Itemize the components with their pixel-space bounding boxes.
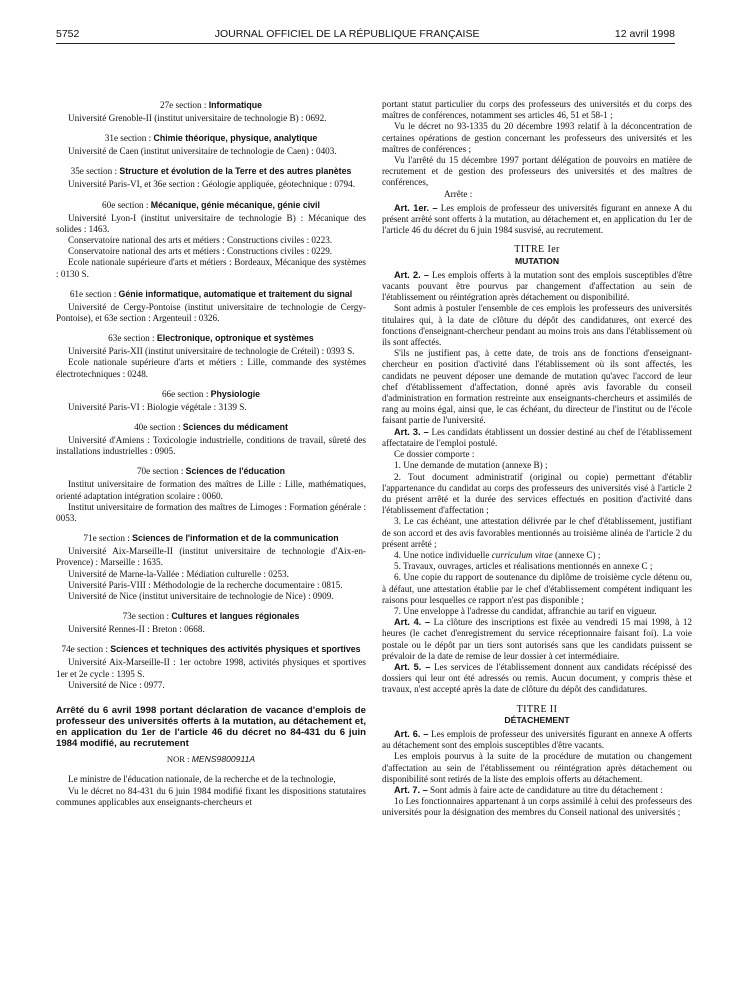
section-number: 35e section : xyxy=(70,166,118,177)
titre-2-heading: TITRE II xyxy=(516,703,558,715)
list-item-text: (annexe C) ; xyxy=(555,549,601,560)
right-column xyxy=(382,99,692,819)
paragraph: Le ministre de l'éducation nationale, de la recherche et de la technologie, xyxy=(68,774,336,785)
section-title: Sciences de l'information et de la communication xyxy=(132,533,339,544)
article-text: Les emplois offerts à la mutation sont des emplois susceptibles d'être vacants pouvant être pourvus par changement d'affectation au sein de l'établissement ou réintégration après détachement ou disponibilité. xyxy=(382,269,692,303)
list-item: 1. Une demande de mutation (annexe B) ; xyxy=(394,460,548,471)
issue-date: 12 avril 1998 xyxy=(614,28,675,40)
decree-title: Arrêté du 6 avril 1998 portant déclaration de vacance d'emplois de professeur des universités offerts à la mutation, au détachement et, en application du 1er de l'article 46 du décret no 84-431 du 6 juin 1984 modifié, au recrutement xyxy=(56,705,366,750)
section-heading xyxy=(56,611,366,622)
paragraph: Vu l'arrêté du 15 décembre 1997 portant délégation de pouvoirs en matière de recrutement et de gestion des professeurs des universités et des maîtres de conférences, xyxy=(382,155,692,188)
section-title: Chimie théorique, physique, analytique xyxy=(153,133,318,144)
nor-label: NOR : xyxy=(166,754,190,765)
paragraph: Institut universitaire de formation des maîtres de Lille : Lille, mathématiques, orienté adaptation intégration scolaire : 0060. xyxy=(56,479,366,501)
section-number: 70e section : xyxy=(136,466,184,477)
article-label: Art. 6. – xyxy=(394,728,429,739)
section-heading xyxy=(56,100,366,111)
section-heading xyxy=(56,133,366,144)
section-title: Physiologie xyxy=(210,388,261,399)
article-text: La clôture des inscriptions est fixée au vendredi 15 mai 1998, à 12 heures (le cachet d'enregistrement du service réceptionnaire faisant foi). La voie postale ou le dépôt par un tiers sont autorisés sans que les candidats puissent se prévaloir de la date de remise de leur dossier à cet intermédiaire. xyxy=(382,617,693,661)
article-3 xyxy=(382,427,692,449)
paragraph: Ce dossier comporte : xyxy=(394,449,475,460)
paragraph: Université de Marne-la-Vallée : Médiation culturelle : 0253. xyxy=(68,568,289,579)
paragraph: Université Aix-Marseille-II : 1er octobre 1998, activités physiques et sportives 1er et 2e cycle : 1395 S. xyxy=(56,657,366,679)
section-heading xyxy=(56,166,366,177)
section-title: Génie informatique, automatique et traitement du signal xyxy=(118,288,353,299)
article-text: Les candidats établissent un dossier destiné au chef de l'établissement affectataire de l'emploi postulé. xyxy=(382,426,692,448)
section-number: 61e section : xyxy=(69,288,117,299)
list-item: 6. Une copie du rapport de soutenance du diplôme de troisième cycle détenu ou, à défaut, une attestation établie par le chef d'établissement compétent indiquant les raisons pour lesquelles ce rapport n'est pas disponible ; xyxy=(382,572,692,605)
paragraph: Vu le décret no 93-1335 du 20 décembre 1993 relatif à la déconcentration de certaines opérations de gestion concernant les professeurs des universités et les maîtres de conférences ; xyxy=(382,121,692,154)
section-title: Cultures et langues régionales xyxy=(171,611,300,622)
section-heading xyxy=(56,533,366,544)
article-2 xyxy=(382,270,692,304)
paragraph: Université Aix-Marseille-II (institut universitaire de technologie d'Aix-en-Provence) : Marseille : 1635. xyxy=(56,546,366,568)
paragraph: Université d'Amiens : Toxicologie industrielle, conditions de travail, sûreté des installations industrielles : 0905. xyxy=(56,435,366,457)
article-label: Art. 3. – xyxy=(394,426,429,437)
section-heading xyxy=(56,333,366,344)
article-text: Les emplois de professeur des universités figurant en annexe A offerts au détachement sont des emplois susceptibles d'être vacants. xyxy=(382,728,692,751)
article-text: Les services de l'établissement donnent aux candidats récépissé des dossiers qui leur ont été adressés ou remis. Aucun document, y compris thèse et travaux, n'est accepté après la date de clôture du dépôt des candidatures. xyxy=(382,661,693,695)
section-title: Sciences et techniques des activités physiques et sportives xyxy=(110,644,361,655)
section-number: 40e section : xyxy=(134,422,181,433)
article-text: Les emplois de professeur des universités figurant en annexe A du présent arrêté sont offerts à la mutation, au détachement et, en application du 1er de l'article 46 du décret du 6 juin 1984 susvisé, au recrutement. xyxy=(382,202,692,236)
page-number: 5752 xyxy=(56,28,80,40)
section-title: Sciences du médicament xyxy=(182,422,288,433)
list-item: 5. Travaux, ouvrages, articles et réalisations mentionnés en annexe C ; xyxy=(394,561,653,572)
article-1 xyxy=(382,203,692,237)
page-header xyxy=(56,28,675,44)
paragraph: Université Grenoble-II (institut universitaire de technologie B) : 0692. xyxy=(68,113,327,123)
section-heading xyxy=(56,289,366,300)
nor-reference xyxy=(56,754,366,765)
section-heading xyxy=(56,422,366,433)
article-label: Art. 4. – xyxy=(394,617,431,628)
paragraph: Université de Caen (institut universitaire de technologie de Caen) : 0403. xyxy=(68,146,337,157)
section-heading xyxy=(56,389,366,400)
article-label: Art. 1er. – xyxy=(394,202,438,213)
list-item: 3. Le cas échéant, une attestation délivrée par le chef d'établissement, justifiant de son accord et des avis favorables mentionnés au troisième alinéa de l'article 2 du présent arrêté ; xyxy=(382,516,692,549)
section-heading xyxy=(56,466,366,477)
paragraph: Université de Nice : 0977. xyxy=(68,679,165,690)
article-label: Art. 2. – xyxy=(394,269,429,280)
paragraph: Sont admis à postuler l'ensemble de ces emplois les professeurs des universités titulaires qui, à la date de clôture du dépôt des candidatures, ont exercé des fonctions d'enseignant-chercheur pendant au moins trois ans dans l'établissement où ils sont affectés. xyxy=(382,303,692,348)
paragraph: Institut universitaire de formation des maîtres de Limoges : Formation générale : 0053. xyxy=(56,501,366,524)
section-heading xyxy=(56,644,366,655)
section-number: 31e section : xyxy=(104,133,152,144)
article-text: Sont admis à faire acte de candidature au titre du détachement : xyxy=(430,784,663,795)
paragraph: Conservatoire national des arts et métiers : Constructions civiles : 0229. xyxy=(68,246,333,257)
section-number: 73e section : xyxy=(122,611,170,622)
titre-2-subheading: DÉTACHEMENT xyxy=(504,714,570,725)
article-6 xyxy=(382,729,692,751)
section-number: 27e section : xyxy=(159,100,207,110)
paragraph: 1o Les fonctionnaires appartenant à un corps assimilé à celui des professeurs des universités pour la désignation des membres du Conseil national des universités ; xyxy=(382,796,692,818)
journal-title: JOURNAL OFFICIEL DE LA RÉPUBLIQUE FRANÇAISE xyxy=(214,28,480,40)
titre-1-subheading: MUTATION xyxy=(514,255,560,266)
article-4 xyxy=(382,617,692,662)
paragraph: Université de Cergy-Pontoise (institut universitaire de technologie de Cergy-Pontoise), et 63e section : Argenteuil : 0326. xyxy=(56,301,366,324)
section-number: 66e section : xyxy=(161,388,209,399)
list-item: 2. Tout document administratif (original ou copie) permettant d'établir l'appartenance du candidat au corps des professeurs des universités visé à l'article 2 du présent arrêté et la durée des services effectués en position d'activité dans l'établissement d'affectation ; xyxy=(382,471,692,516)
section-number: 63e section : xyxy=(108,333,155,344)
paragraph: Université Paris-XII (institut universitaire de technologie de Créteil) : 0393 S. xyxy=(68,346,355,357)
paragraph: Les emplois pourvus à la suite de la procédure de mutation ou changement d'affectation au sein de l'établissement ou réintégration après détachement ou disponibilité sont retirés de la liste des emplois offerts au détachement. xyxy=(382,751,692,784)
list-item xyxy=(382,550,692,561)
nor-code: MENS9800911A xyxy=(191,754,256,765)
section-title: Sciences de l'éducation xyxy=(185,466,286,477)
paragraph: Université de Nice (institut universitaire de technologie de Nice) : 0909. xyxy=(68,591,334,602)
section-title: Mécanique, génie mécanique, génie civil xyxy=(150,199,320,210)
paragraph: Université Lyon-I (institut universitaire de technologie B) : Mécanique des solides : 1463. xyxy=(56,212,366,234)
list-item: 7. Une enveloppe à l'adresse du candidat, affranchie au tarif en vigueur. xyxy=(394,605,657,616)
titre-1-heading: TITRE Ier xyxy=(514,244,560,256)
paragraph: S'ils ne justifient pas, à cette date, de trois ans de fonctions d'enseignant-chercheur en position d'activité dans l'établissement où ils sont affectés, les candidats ne peuvent déposer une demande de mutation qu'avec l'accord de leur chef d'établissement d'affectation, donné après avis favorable du conseil d'administration en formation restreinte aux enseignants-chercheurs et assimilés de rang au moins égal, ainsi que, le cas échéant, du directeur de l'institut ou de l'école faisant partie de l'université. xyxy=(382,348,692,426)
section-number: 74e section : xyxy=(61,644,108,655)
left-column xyxy=(56,100,366,808)
paragraph: Conservatoire national des arts et métiers : Constructions civiles : 0223. xyxy=(68,235,333,246)
section-title: Structure et évolution de la Terre et des autres planètes xyxy=(119,166,352,177)
section-heading xyxy=(56,200,366,211)
paragraph: Ecole nationale supérieure d'arts et métiers : Lille, commande des systèmes électrotechniques : 0248. xyxy=(56,357,366,379)
paragraph: Ecole nationale supérieure d'arts et métiers : Bordeaux, Mécanique des systèmes : 0130 S. xyxy=(56,257,366,279)
paragraph: Université Rennes-II : Breton : 0668. xyxy=(68,624,205,635)
section-number: 71e section : xyxy=(83,533,130,544)
paragraph: Université Paris-VIII : Méthodologie de la recherche documentaire : 0815. xyxy=(68,579,343,590)
article-5 xyxy=(382,662,692,696)
article-label: Art. 5. – xyxy=(394,661,431,672)
list-item-emphasis: curriculum vitae xyxy=(491,549,553,560)
paragraph: Université Paris-VI, et 36e section : Géologie appliquée, géotechnique : 0794. xyxy=(68,179,356,190)
article-7 xyxy=(382,785,692,796)
section-title: Electronique, optronique et systèmes xyxy=(156,333,314,344)
article-label: Art. 7. – xyxy=(394,784,428,795)
paragraph: Vu le décret no 84-431 du 6 juin 1984 modifié fixant les dispositions statutaires communes applicables aux enseignants-chercheurs et xyxy=(56,785,366,807)
paragraph: Université Paris-VI : Biologie végétale : 3139 S. xyxy=(68,401,247,412)
paragraph: portant statut particulier du corps des professeurs des universités et du corps des maîtres de conférences, notamment ses articles 46, 51 et 58-1 ; xyxy=(382,99,692,121)
list-item-text: 4. Une notice individuelle xyxy=(394,549,490,560)
section-number: 60e section : xyxy=(102,199,149,210)
paragraph: Arrête : xyxy=(444,188,473,199)
section-title: Informatique xyxy=(208,100,262,110)
